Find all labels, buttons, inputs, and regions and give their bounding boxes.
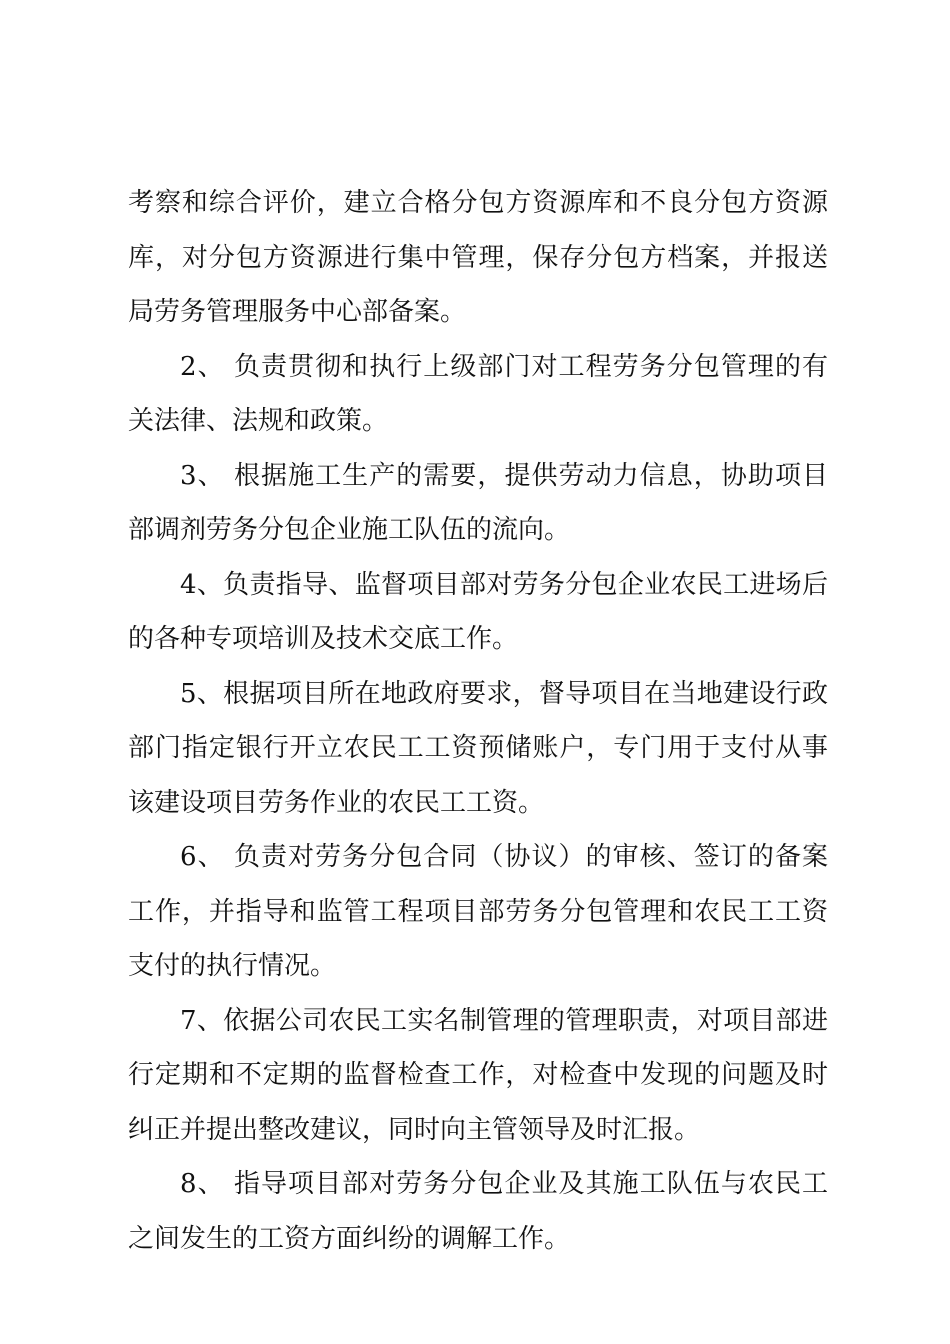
- paragraph-item-3: 3、 根据施工生产的需要，提供劳动力信息，协助项目部调剂劳务分包企业施工队伍的流向。: [128, 460, 828, 545]
- paragraph-item-6: 6、 负责对劳务分包合同（协议）的审核、签订的备案工作，并指导和监管工程项目部劳务分包管理和农民工工资支付的执行情况。: [128, 842, 828, 981]
- paragraph-item-7: 7、依据公司农民工实名制管理的管理职责，对项目部进行定期和不定期的监督检查工作，对检查中发现的问题及时纠正并提出整改建议，同时向主管领导及时汇报。: [128, 1005, 828, 1145]
- paragraph-item-4: 4、负责指导、监督项目部对劳务分包企业农民工进场后的各种专项培训及技术交底工作。: [128, 569, 828, 654]
- document-body: [128, 176, 828, 1266]
- paragraph-item-5: 5、根据项目所在地政府要求，督导项目在当地建设行政部门指定银行开立农民工工资预储账户，专门用于支付从事该建设项目劳务作业的农民工工资。: [128, 678, 828, 818]
- paragraph-continuation: 考察和综合评价，建立合格分包方资源库和不良分包方资源库，对分包方资源进行集中管理，保存分包方档案，并报送局劳务管理服务中心部备案。: [128, 188, 828, 327]
- paragraph-item-2: 2、 负责贯彻和执行上级部门对工程劳务分包管理的有关法律、法规和政策。: [128, 351, 828, 436]
- paragraph-item-8: 8、 指导项目部对劳务分包企业及其施工队伍与农民工之间发生的工资方面纠纷的调解工作。: [128, 1169, 828, 1254]
